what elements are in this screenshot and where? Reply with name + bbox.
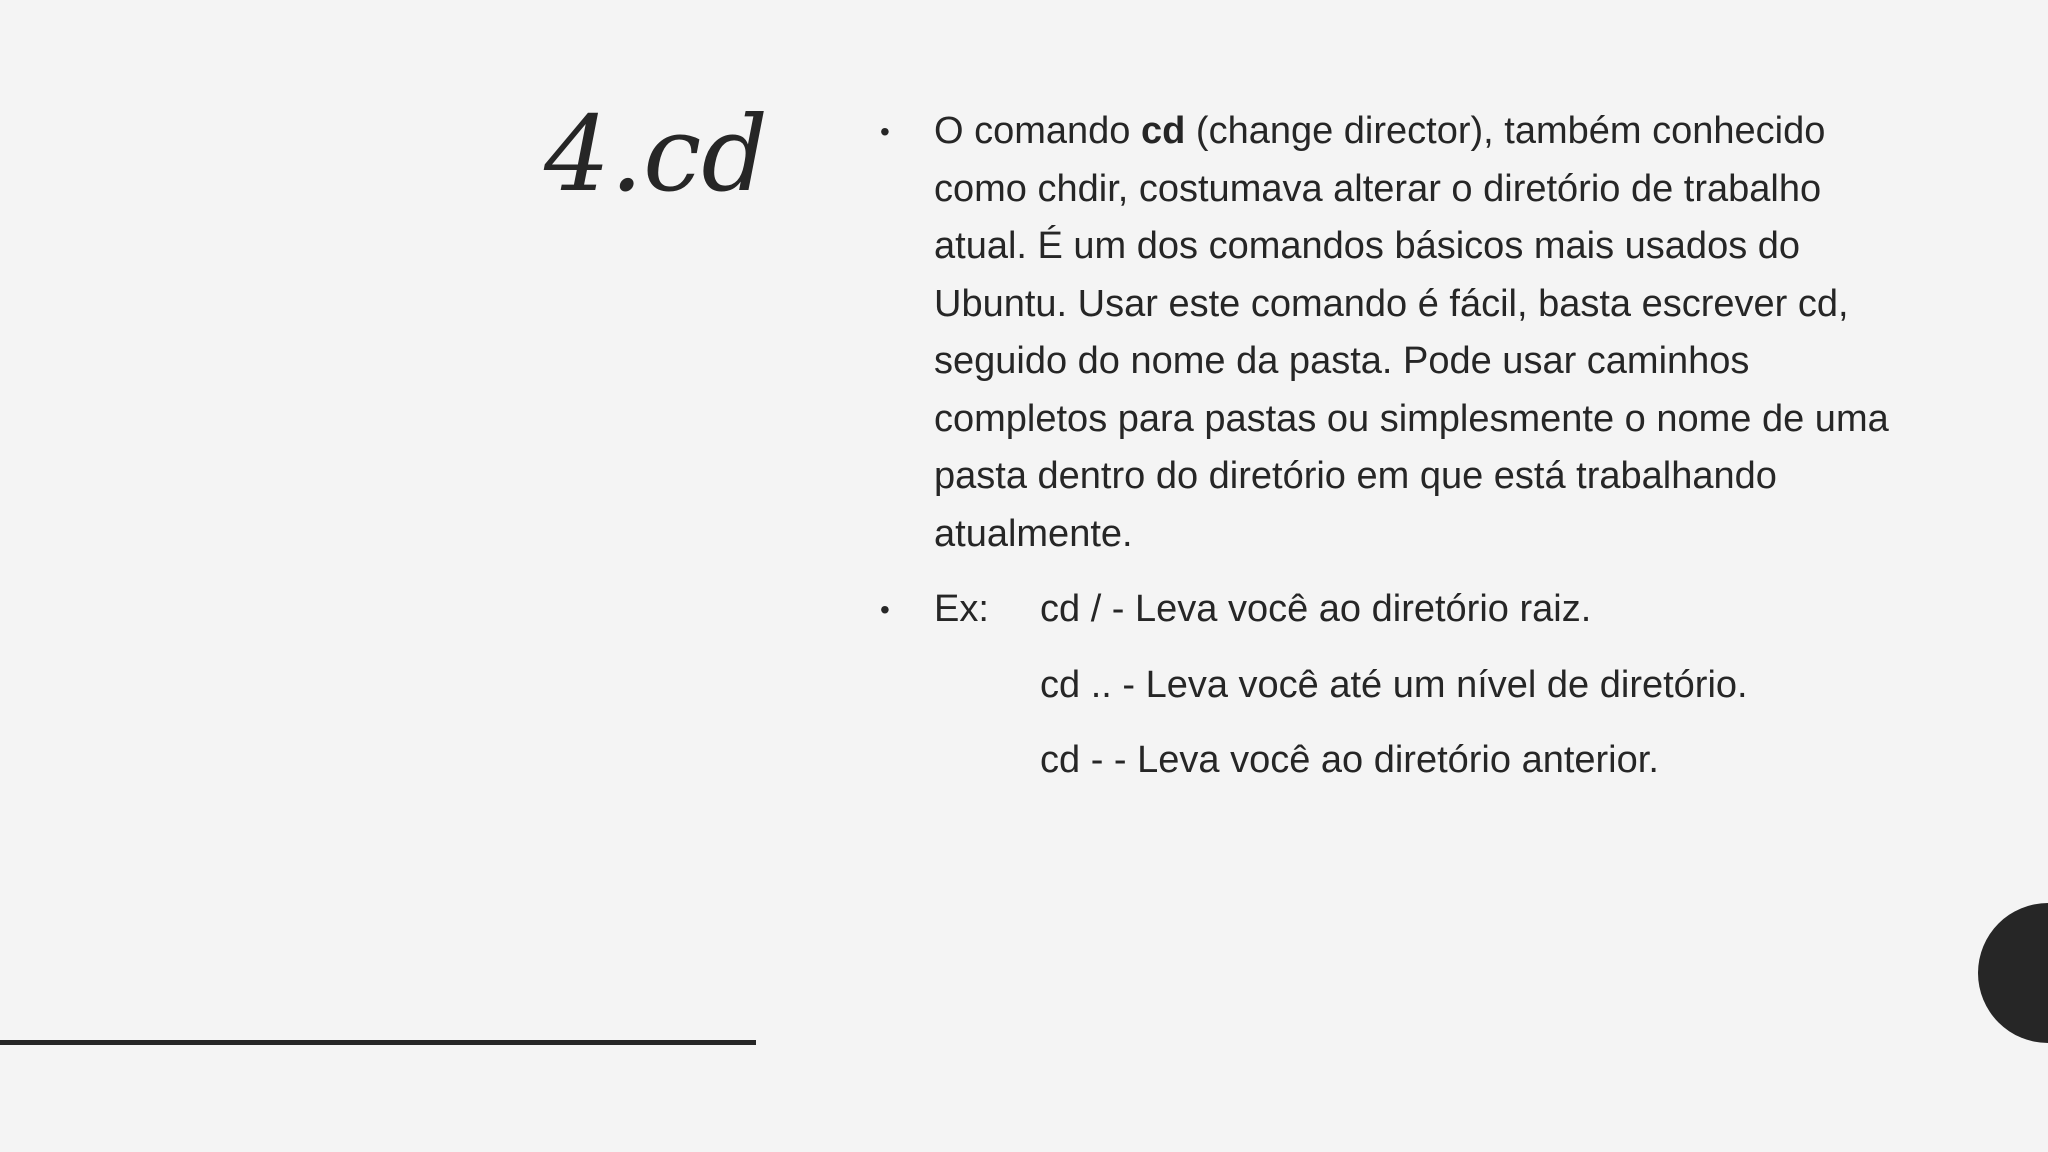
bullet-dot: • — [880, 116, 890, 147]
bullet-dot: • — [880, 594, 890, 625]
slide-title: 4.cd — [543, 93, 768, 215]
description-text-post: (change director), também conhecido como chdir, costumava alterar o diretório de trabalho atual. É um dos comandos básicos mais usados do Ubuntu. Usar este comando é fácil, basta escrever cd, seguido do nome da pasta. Pode usar caminhos completos para pastas ou simplesmente o nome de uma pasta dentro do diretório em que está trabalhando atualmente. — [934, 110, 1889, 555]
example-line-up: cd .. - Leva você até um nível de diretório. — [1040, 663, 1748, 706]
bullet-item-examples — [880, 581, 1900, 790]
decorative-circle — [1978, 903, 2048, 1043]
example-line-root: cd / - Leva você ao diretório raiz. — [1040, 588, 1592, 630]
bullet-item-description — [880, 103, 1900, 563]
example-label: Ex: — [934, 588, 989, 630]
divider-line — [0, 1040, 756, 1045]
slide-body — [880, 103, 1900, 790]
example-line-previous: cd - - Leva você ao diretório anterior. — [1040, 739, 1659, 781]
example-row — [934, 581, 1900, 639]
description-text-pre: O comando — [934, 110, 1141, 152]
command-name: cd — [1141, 110, 1186, 152]
